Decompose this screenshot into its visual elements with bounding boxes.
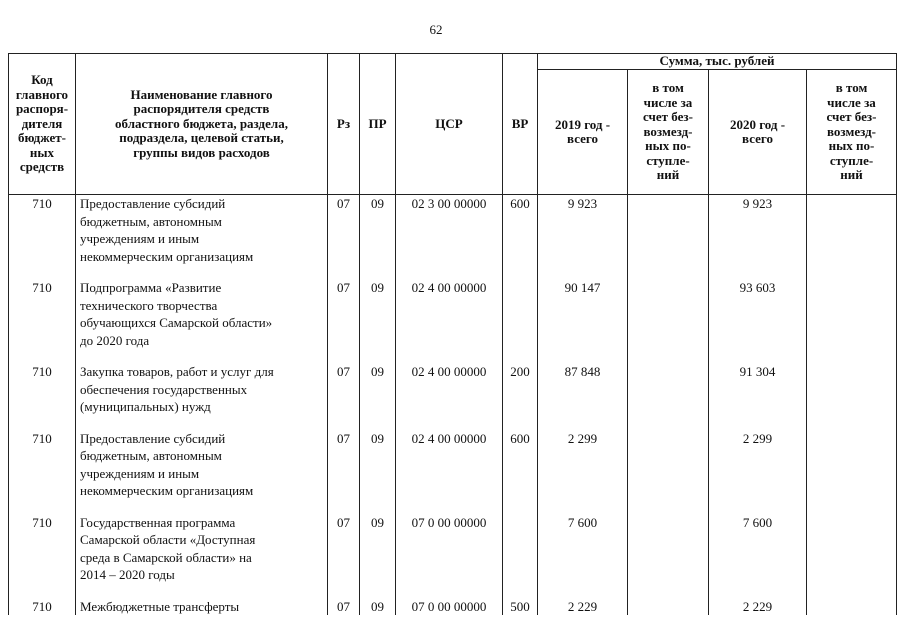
header-rz: Рз <box>328 54 360 195</box>
table-row <box>9 363 897 416</box>
spacer-cell <box>538 500 628 514</box>
cell-2020-total: 93 603 <box>709 279 807 349</box>
spacer-cell <box>709 265 807 279</box>
header-line: ний <box>840 167 863 183</box>
cell-rz: 07 <box>328 363 360 416</box>
cell-rz: 07 <box>328 514 360 584</box>
cell-rz: 07 <box>328 279 360 349</box>
cell-name-line: Подпрограмма «Развитие <box>80 280 222 295</box>
header-sum: Сумма, тыс. рублей <box>538 54 897 70</box>
header-line: счет без- <box>643 109 693 125</box>
cell-name <box>76 363 328 416</box>
header-line: ных по- <box>645 138 691 154</box>
table-row <box>9 514 897 584</box>
spacer-cell <box>360 500 396 514</box>
spacer-cell <box>538 265 628 279</box>
cell-code: 710 <box>9 363 76 416</box>
spacer-cell <box>538 349 628 363</box>
header-line: в том <box>652 80 684 96</box>
cell-2020-including <box>807 514 897 584</box>
spacer-cell <box>360 349 396 363</box>
cell-2019-including <box>628 363 709 416</box>
spacer-cell <box>9 584 76 598</box>
spacer-cell <box>709 500 807 514</box>
header-line: ступле- <box>646 152 690 168</box>
header-name <box>76 54 328 195</box>
spacer-cell <box>538 584 628 598</box>
header-line: 2020 год - <box>729 116 786 132</box>
budget-table <box>8 53 897 615</box>
cell-vr: 200 <box>503 363 538 416</box>
header-2019-total <box>538 70 628 195</box>
header-line: возмезд- <box>643 123 693 139</box>
cell-2020-including <box>807 195 897 266</box>
cell-2019-including <box>628 514 709 584</box>
cell-name-line: некоммерческим организациям <box>80 483 254 498</box>
header-line: группы видов расходов <box>133 144 270 160</box>
spacer-cell <box>503 349 538 363</box>
cell-2019-including <box>628 279 709 349</box>
spacer-cell <box>503 584 538 598</box>
cell-pr: 09 <box>360 279 396 349</box>
cell-2019-total: 2 229 <box>538 598 628 616</box>
cell-name <box>76 430 328 500</box>
cell-name-line: (муниципальных) нужд <box>80 399 211 414</box>
cell-name <box>76 195 328 266</box>
header-line: ных <box>29 144 55 160</box>
cell-vr <box>503 514 538 584</box>
cell-name-line: обучающихся Самарской области» <box>80 315 273 330</box>
cell-name-line: учреждениям и иным <box>80 231 200 246</box>
table-body <box>9 195 897 616</box>
cell-2019-including <box>628 195 709 266</box>
cell-vr: 600 <box>503 195 538 266</box>
spacer-cell <box>807 265 897 279</box>
header-line: распорядителя средств <box>133 101 270 117</box>
spacer-cell <box>76 584 328 598</box>
spacer-cell <box>628 584 709 598</box>
row-spacer <box>9 500 897 514</box>
spacer-cell <box>709 416 807 430</box>
table-row <box>9 430 897 500</box>
header-line: дителя <box>21 115 63 131</box>
header-code <box>9 54 76 195</box>
table-header <box>9 54 897 195</box>
header-csr: ЦСР <box>396 54 503 195</box>
table-row <box>9 195 897 266</box>
page-number: 62 <box>429 22 443 37</box>
cell-rz: 07 <box>328 195 360 266</box>
cell-code: 710 <box>9 430 76 500</box>
header-line: возмезд- <box>827 123 876 139</box>
cell-name-line: до 2020 года <box>80 332 150 348</box>
cell-name-line: Самарской области «Доступная <box>80 532 256 547</box>
header-line: средств <box>19 159 65 175</box>
spacer-cell <box>503 416 538 430</box>
cell-csr: 02 4 00 00000 <box>396 430 503 500</box>
spacer-cell <box>807 584 897 598</box>
header-vr: ВР <box>503 54 538 195</box>
cell-2020-including <box>807 430 897 500</box>
cell-2020-total: 91 304 <box>709 363 807 416</box>
spacer-cell <box>76 500 328 514</box>
cell-name-line: Государственная программа <box>80 514 236 530</box>
cell-name-line: учреждениям и иным <box>80 465 200 481</box>
spacer-cell <box>628 349 709 363</box>
spacer-cell <box>396 265 503 279</box>
cell-vr <box>503 279 538 349</box>
spacer-cell <box>503 500 538 514</box>
cell-code: 710 <box>9 598 76 616</box>
cell-2019-total: 7 600 <box>538 514 628 584</box>
header-line: ных по- <box>828 138 875 154</box>
cell-2020-total: 9 923 <box>709 195 807 266</box>
cell-2020-total: 2 229 <box>709 598 807 616</box>
spacer-cell <box>628 500 709 514</box>
spacer-cell <box>807 416 897 430</box>
cell-name-line: обеспечения государственных <box>80 381 248 397</box>
spacer-cell <box>328 265 360 279</box>
cell-2019-total: 90 147 <box>538 279 628 349</box>
header-line: всего <box>567 131 598 146</box>
cell-name-line: Предоставление субсидий <box>80 196 226 211</box>
header-line: всего <box>742 131 773 146</box>
header-line: бюджет- <box>17 130 66 146</box>
header-line: областного бюджета, раздела, <box>115 115 288 131</box>
row-spacer <box>9 349 897 363</box>
cell-rz: 07 <box>328 598 360 616</box>
cell-2020-total: 2 299 <box>709 430 807 500</box>
spacer-cell <box>328 416 360 430</box>
row-spacer <box>9 416 897 430</box>
spacer-cell <box>628 265 709 279</box>
header-line: подраздела, целевой статьи, <box>119 130 284 146</box>
cell-2019-total: 2 299 <box>538 430 628 500</box>
cell-name <box>76 279 328 349</box>
cell-csr: 07 0 00 00000 <box>396 514 503 584</box>
cell-pr: 09 <box>360 430 396 500</box>
header-line: счет без- <box>826 109 877 125</box>
header-line: ний <box>656 167 680 183</box>
header-line: Код <box>31 72 53 88</box>
header-line: Наименование главного <box>130 86 273 102</box>
cell-pr: 09 <box>360 195 396 266</box>
cell-2020-including <box>807 363 897 416</box>
header-line: 2019 год - <box>554 116 611 132</box>
spacer-cell <box>360 584 396 598</box>
cell-name <box>76 514 328 584</box>
cell-2019-including <box>628 598 709 616</box>
cell-pr: 09 <box>360 514 396 584</box>
spacer-cell <box>328 349 360 363</box>
spacer-cell <box>396 416 503 430</box>
cell-vr: 500 <box>503 598 538 616</box>
cell-2020-including <box>807 279 897 349</box>
cell-name-line: бюджетным, автономным <box>80 213 222 229</box>
cell-csr: 02 3 00 00000 <box>396 195 503 266</box>
header-2020-total <box>709 70 807 195</box>
header-line: числе за <box>643 94 693 110</box>
spacer-cell <box>807 500 897 514</box>
cell-code: 710 <box>9 514 76 584</box>
spacer-cell <box>9 416 76 430</box>
cell-name-line: технического творчества <box>80 297 218 313</box>
spacer-cell <box>9 500 76 514</box>
row-spacer <box>9 265 897 279</box>
spacer-cell <box>807 349 897 363</box>
spacer-cell <box>328 584 360 598</box>
spacer-cell <box>396 500 503 514</box>
spacer-cell <box>538 416 628 430</box>
spacer-cell <box>628 416 709 430</box>
spacer-cell <box>396 349 503 363</box>
header-line: распоря- <box>15 101 69 117</box>
header-line: в том <box>835 80 868 96</box>
cell-name <box>76 598 328 616</box>
cell-name-line: Закупка товаров, работ и услуг для <box>80 364 274 379</box>
row-spacer <box>9 584 897 598</box>
spacer-cell <box>9 265 76 279</box>
header-line: ступле- <box>829 152 874 168</box>
cell-2019-including <box>628 430 709 500</box>
spacer-cell <box>360 265 396 279</box>
table-row <box>9 598 897 616</box>
spacer-cell <box>360 416 396 430</box>
cell-csr: 07 0 00 00000 <box>396 598 503 616</box>
cell-name-line: Межбюджетные трансферты <box>80 598 240 614</box>
cell-2020-including <box>807 598 897 616</box>
spacer-cell <box>9 349 76 363</box>
cell-rz: 07 <box>328 430 360 500</box>
cell-2020-total: 7 600 <box>709 514 807 584</box>
spacer-cell <box>76 265 328 279</box>
cell-2019-total: 87 848 <box>538 363 628 416</box>
spacer-cell <box>503 265 538 279</box>
spacer-cell <box>709 584 807 598</box>
cell-name-line: некоммерческим организациям <box>80 248 254 264</box>
header-line: числе за <box>827 94 876 110</box>
cell-2019-total: 9 923 <box>538 195 628 266</box>
table-row <box>9 279 897 349</box>
cell-name-line: среда в Самарской области» на <box>80 549 252 565</box>
spacer-cell <box>76 416 328 430</box>
spacer-cell <box>76 349 328 363</box>
header-2019-including <box>628 70 709 195</box>
cell-name-line: Предоставление субсидий <box>80 430 226 446</box>
cell-name-line: бюджетным, автономным <box>80 448 222 463</box>
cell-vr: 600 <box>503 430 538 500</box>
spacer-cell <box>328 500 360 514</box>
cell-csr: 02 4 00 00000 <box>396 279 503 349</box>
cell-code: 710 <box>9 195 76 266</box>
header-2020-including <box>807 70 897 195</box>
header-line: главного <box>15 86 69 102</box>
spacer-cell <box>709 349 807 363</box>
cell-csr: 02 4 00 00000 <box>396 363 503 416</box>
cell-name-line: 2014 – 2020 годы <box>80 567 175 582</box>
spacer-cell <box>396 584 503 598</box>
cell-code: 710 <box>9 279 76 349</box>
header-pr: ПР <box>360 54 396 195</box>
cell-pr: 09 <box>360 363 396 416</box>
cell-pr: 09 <box>360 598 396 616</box>
